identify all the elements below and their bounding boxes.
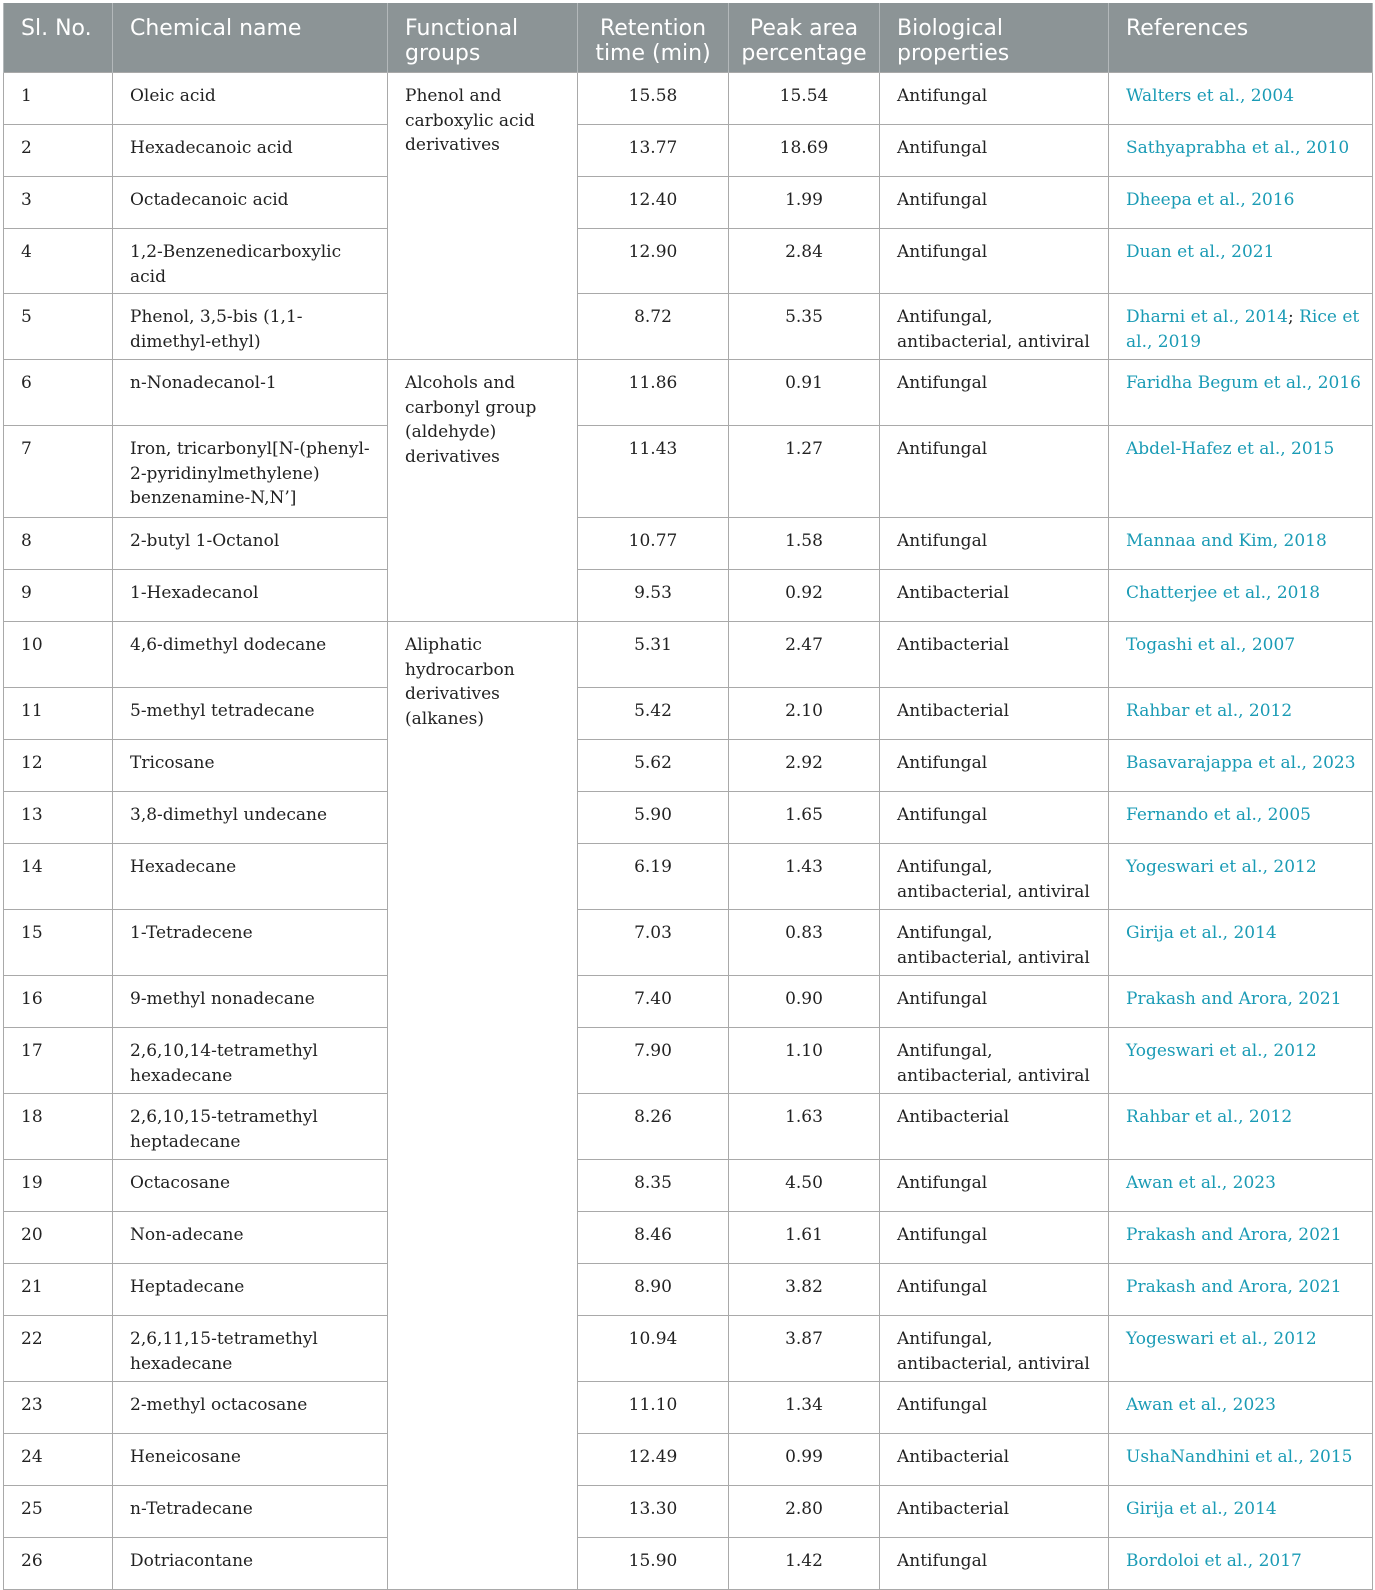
cell-sl-no: 11 (4, 688, 113, 740)
cell-peak-area: 0.99 (729, 1434, 880, 1486)
cell-peak-area: 3.82 (729, 1264, 880, 1316)
cell-peak-area: 1.10 (729, 1028, 880, 1094)
cell-retention-time: 9.53 (578, 570, 729, 622)
cell-peak-area: 0.91 (729, 360, 880, 426)
reference-link[interactable]: Rice et al., 2019 (1126, 307, 1360, 352)
cell-peak-area: 1.27 (729, 426, 880, 518)
cell-chemical-name: 1,2-Benzenedicarboxylic acid (113, 229, 388, 294)
cell-retention-time: 8.72 (578, 294, 729, 360)
cell-sl-no: 7 (4, 426, 113, 518)
cell-sl-no: 16 (4, 976, 113, 1028)
cell-reference (1109, 294, 1373, 360)
cell-biological-properties: Antifungal, antibacterial, antiviral (880, 1316, 1109, 1382)
cell-reference-link[interactable]: Sathyaprabha et al., 2010 (1109, 125, 1373, 177)
cell-sl-no: 6 (4, 360, 113, 426)
cell-biological-properties: Antibacterial (880, 1094, 1109, 1160)
cell-sl-no: 5 (4, 294, 113, 360)
compounds-table (3, 3, 1373, 1590)
cell-sl-no: 8 (4, 518, 113, 570)
cell-chemical-name: Heneicosane (113, 1434, 388, 1486)
cell-sl-no: 2 (4, 125, 113, 177)
cell-functional-group: Phenol and carboxylic acid derivatives (388, 73, 578, 360)
cell-retention-time: 5.42 (578, 688, 729, 740)
cell-peak-area: 1.63 (729, 1094, 880, 1160)
cell-reference-link[interactable]: Prakash and Arora, 2021 (1109, 976, 1373, 1028)
cell-sl-no: 1 (4, 73, 113, 125)
cell-biological-properties: Antifungal (880, 73, 1109, 125)
table-row (4, 1212, 1373, 1264)
cell-reference-link[interactable]: Mannaa and Kim, 2018 (1109, 518, 1373, 570)
cell-biological-properties: Antifungal, antibacterial, antiviral (880, 294, 1109, 360)
cell-chemical-name: Non-adecane (113, 1212, 388, 1264)
cell-retention-time: 12.90 (578, 229, 729, 294)
cell-sl-no: 9 (4, 570, 113, 622)
table-row (4, 1028, 1373, 1094)
cell-peak-area: 2.92 (729, 740, 880, 792)
cell-sl-no: 4 (4, 229, 113, 294)
cell-chemical-name: n-Nonadecanol-1 (113, 360, 388, 426)
table-row (4, 688, 1373, 740)
cell-peak-area: 1.99 (729, 177, 880, 229)
cell-peak-area: 1.43 (729, 844, 880, 910)
cell-chemical-name: n-Tetradecane (113, 1486, 388, 1538)
cell-chemical-name: 9-methyl nonadecane (113, 976, 388, 1028)
cell-retention-time: 12.40 (578, 177, 729, 229)
cell-retention-time: 11.43 (578, 426, 729, 518)
cell-peak-area: 1.61 (729, 1212, 880, 1264)
cell-reference-link[interactable]: Duan et al., 2021 (1109, 229, 1373, 294)
header-sl-no: Sl. No. (4, 3, 113, 73)
cell-peak-area: 0.83 (729, 910, 880, 976)
cell-biological-properties: Antibacterial (880, 1486, 1109, 1538)
cell-biological-properties: Antifungal (880, 1264, 1109, 1316)
header-biological-properties: Biological properties (880, 3, 1109, 73)
cell-reference-link[interactable]: Awan et al., 2023 (1109, 1160, 1373, 1212)
cell-chemical-name: Hexadecanoic acid (113, 125, 388, 177)
cell-biological-properties: Antifungal (880, 1212, 1109, 1264)
cell-retention-time: 7.03 (578, 910, 729, 976)
cell-chemical-name: 2,6,10,15-tetramethyl heptadecane (113, 1094, 388, 1160)
cell-peak-area: 4.50 (729, 1160, 880, 1212)
cell-biological-properties: Antibacterial (880, 688, 1109, 740)
cell-functional-group: Aliphatic hydrocarbon derivatives (alkanes) (388, 622, 578, 1590)
cell-reference-link[interactable]: Girija et al., 2014 (1109, 1486, 1373, 1538)
reference-link[interactable]: Dharni et al., 2014 (1126, 307, 1288, 327)
cell-sl-no: 15 (4, 910, 113, 976)
table-row (4, 792, 1373, 844)
cell-sl-no: 13 (4, 792, 113, 844)
cell-reference-link[interactable]: Yogeswari et al., 2012 (1109, 844, 1373, 910)
cell-biological-properties: Antifungal (880, 1538, 1109, 1590)
cell-sl-no: 24 (4, 1434, 113, 1486)
cell-peak-area: 2.80 (729, 1486, 880, 1538)
cell-peak-area: 1.42 (729, 1538, 880, 1590)
cell-retention-time: 6.19 (578, 844, 729, 910)
cell-retention-time: 8.26 (578, 1094, 729, 1160)
cell-retention-time: 8.46 (578, 1212, 729, 1264)
cell-peak-area: 0.92 (729, 570, 880, 622)
cell-retention-time: 10.94 (578, 1316, 729, 1382)
cell-reference-link[interactable]: Rahbar et al., 2012 (1109, 688, 1373, 740)
cell-sl-no: 19 (4, 1160, 113, 1212)
cell-retention-time: 13.30 (578, 1486, 729, 1538)
table-row (4, 1434, 1373, 1486)
cell-chemical-name: 2-butyl 1-Octanol (113, 518, 388, 570)
cell-chemical-name: 1-Hexadecanol (113, 570, 388, 622)
cell-sl-no: 18 (4, 1094, 113, 1160)
cell-biological-properties: Antifungal (880, 125, 1109, 177)
cell-biological-properties: Antifungal (880, 177, 1109, 229)
cell-reference-link[interactable]: UshaNandhini et al., 2015 (1109, 1434, 1373, 1486)
header-retention-time: Retention time (min) (578, 3, 729, 73)
table-row (4, 177, 1373, 229)
cell-chemical-name: 4,6-dimethyl dodecane (113, 622, 388, 688)
table-row (4, 360, 1373, 426)
cell-reference-link[interactable]: Rahbar et al., 2012 (1109, 1094, 1373, 1160)
cell-reference-link[interactable]: Togashi et al., 2007 (1109, 622, 1373, 688)
cell-peak-area: 0.90 (729, 976, 880, 1028)
cell-retention-time: 11.10 (578, 1382, 729, 1434)
cell-biological-properties: Antifungal (880, 740, 1109, 792)
cell-peak-area: 1.58 (729, 518, 880, 570)
cell-retention-time: 11.86 (578, 360, 729, 426)
header-peak-area: Peak area percentage (729, 3, 880, 73)
header-functional-groups: Functional groups (388, 3, 578, 73)
cell-peak-area: 5.35 (729, 294, 880, 360)
cell-biological-properties: Antifungal, antibacterial, antiviral (880, 910, 1109, 976)
cell-sl-no: 26 (4, 1538, 113, 1590)
cell-chemical-name: 3,8-dimethyl undecane (113, 792, 388, 844)
cell-biological-properties: Antifungal (880, 426, 1109, 518)
cell-retention-time: 15.90 (578, 1538, 729, 1590)
cell-biological-properties: Antifungal (880, 518, 1109, 570)
cell-retention-time: 15.58 (578, 73, 729, 125)
cell-reference-link[interactable]: Walters et al., 2004 (1109, 73, 1373, 125)
table-row (4, 73, 1373, 125)
cell-retention-time: 5.31 (578, 622, 729, 688)
table-row (4, 518, 1373, 570)
cell-reference-link[interactable]: Yogeswari et al., 2012 (1109, 1028, 1373, 1094)
cell-chemical-name: Octacosane (113, 1160, 388, 1212)
cell-chemical-name: 1-Tetradecene (113, 910, 388, 976)
cell-retention-time: 5.62 (578, 740, 729, 792)
cell-retention-time: 8.35 (578, 1160, 729, 1212)
cell-retention-time: 8.90 (578, 1264, 729, 1316)
cell-chemical-name: Tricosane (113, 740, 388, 792)
cell-sl-no: 22 (4, 1316, 113, 1382)
cell-sl-no: 23 (4, 1382, 113, 1434)
cell-chemical-name: Oleic acid (113, 73, 388, 125)
cell-retention-time: 5.90 (578, 792, 729, 844)
table-row (4, 1382, 1373, 1434)
cell-peak-area: 1.34 (729, 1382, 880, 1434)
cell-biological-properties: Antibacterial (880, 622, 1109, 688)
cell-reference-link[interactable]: Bordoloi et al., 2017 (1109, 1538, 1373, 1590)
cell-sl-no: 10 (4, 622, 113, 688)
cell-peak-area: 2.84 (729, 229, 880, 294)
cell-sl-no: 20 (4, 1212, 113, 1264)
table-row (4, 740, 1373, 792)
cell-sl-no: 25 (4, 1486, 113, 1538)
cell-reference-link[interactable]: Dheepa et al., 2016 (1109, 177, 1373, 229)
cell-sl-no: 17 (4, 1028, 113, 1094)
cell-reference-link[interactable]: Yogeswari et al., 2012 (1109, 1316, 1373, 1382)
cell-reference-link[interactable]: Awan et al., 2023 (1109, 1382, 1373, 1434)
cell-retention-time: 13.77 (578, 125, 729, 177)
cell-peak-area: 15.54 (729, 73, 880, 125)
cell-biological-properties: Antibacterial (880, 570, 1109, 622)
cell-peak-area: 2.47 (729, 622, 880, 688)
header-chemical-name: Chemical name (113, 3, 388, 73)
table-row (4, 1316, 1373, 1382)
cell-biological-properties: Antibacterial (880, 1434, 1109, 1486)
table-row (4, 1538, 1373, 1590)
cell-biological-properties: Antifungal (880, 976, 1109, 1028)
cell-sl-no: 21 (4, 1264, 113, 1316)
cell-peak-area: 1.65 (729, 792, 880, 844)
cell-reference-link[interactable]: Fernando et al., 2005 (1109, 792, 1373, 844)
cell-chemical-name: 2,6,11,15-tetramethyl hexadecane (113, 1316, 388, 1382)
cell-chemical-name: Phenol, 3,5-bis (1,1-dimethyl-ethyl) (113, 294, 388, 360)
header-row (4, 3, 1373, 73)
cell-biological-properties: Antifungal (880, 360, 1109, 426)
table-row (4, 229, 1373, 294)
cell-peak-area: 3.87 (729, 1316, 880, 1382)
cell-retention-time: 12.49 (578, 1434, 729, 1486)
cell-sl-no: 3 (4, 177, 113, 229)
table-row (4, 1486, 1373, 1538)
table-row (4, 844, 1373, 910)
cell-reference-link[interactable]: Faridha Begum et al., 2016 (1109, 360, 1373, 426)
cell-reference-link[interactable]: Chatterjee et al., 2018 (1109, 570, 1373, 622)
cell-peak-area: 2.10 (729, 688, 880, 740)
cell-reference-link[interactable]: Prakash and Arora, 2021 (1109, 1212, 1373, 1264)
cell-chemical-name: Dotriacontane (113, 1538, 388, 1590)
cell-peak-area: 18.69 (729, 125, 880, 177)
reference-separator: ; (1287, 307, 1294, 327)
cell-biological-properties: Antifungal (880, 792, 1109, 844)
table-row (4, 1094, 1373, 1160)
table-row (4, 976, 1373, 1028)
cell-chemical-name: 2-methyl octacosane (113, 1382, 388, 1434)
table-row (4, 294, 1373, 360)
cell-functional-group: Alcohols and carbonyl group (aldehyde) derivatives (388, 360, 578, 622)
cell-reference-link[interactable]: Prakash and Arora, 2021 (1109, 1264, 1373, 1316)
table-row (4, 622, 1373, 688)
cell-biological-properties: Antifungal (880, 229, 1109, 294)
cell-sl-no: 14 (4, 844, 113, 910)
cell-sl-no: 12 (4, 740, 113, 792)
cell-reference-link[interactable]: Girija et al., 2014 (1109, 910, 1373, 976)
cell-retention-time: 7.90 (578, 1028, 729, 1094)
cell-biological-properties: Antifungal (880, 1160, 1109, 1212)
cell-retention-time: 7.40 (578, 976, 729, 1028)
table-row (4, 125, 1373, 177)
header-references: References (1109, 3, 1373, 73)
cell-chemical-name: Octadecanoic acid (113, 177, 388, 229)
table-row (4, 910, 1373, 976)
cell-chemical-name: 5-methyl tetradecane (113, 688, 388, 740)
cell-reference-link[interactable]: Abdel-Hafez et al., 2015 (1109, 426, 1373, 518)
cell-chemical-name: Heptadecane (113, 1264, 388, 1316)
cell-chemical-name: Hexadecane (113, 844, 388, 910)
cell-retention-time: 10.77 (578, 518, 729, 570)
cell-reference-link[interactable]: Basavarajappa et al., 2023 (1109, 740, 1373, 792)
cell-chemical-name: 2,6,10,14-tetramethyl hexadecane (113, 1028, 388, 1094)
cell-chemical-name: Iron, tricarbonyl[N-(phenyl-2-pyridinylmethylene) benzenamine-N,N’] (113, 426, 388, 518)
cell-biological-properties: Antifungal, antibacterial, antiviral (880, 1028, 1109, 1094)
cell-biological-properties: Antifungal, antibacterial, antiviral (880, 844, 1109, 910)
table-row (4, 1264, 1373, 1316)
table-row (4, 570, 1373, 622)
table-row (4, 1160, 1373, 1212)
table-row (4, 426, 1373, 518)
cell-biological-properties: Antifungal (880, 1382, 1109, 1434)
